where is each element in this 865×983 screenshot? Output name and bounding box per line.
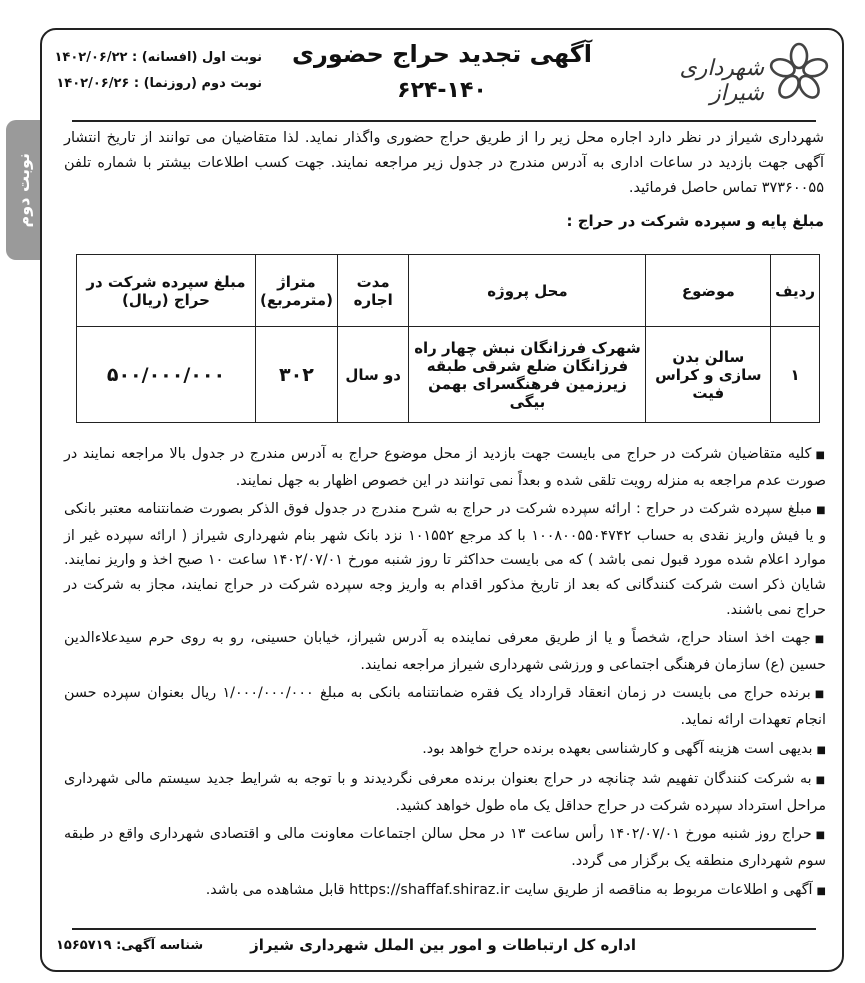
bullet-square-icon: ■ <box>814 689 826 701</box>
note-text: حراج روز شنبه مورخ ۱۴۰۲/۰۷/۰۱ رأس ساعت ۱۳ در محل سالن اجتماعات معاونت مالی و اقتصادی شهرداری واقع در طبقه سوم شهرداری منطقه یک برگزار می گردد. <box>64 826 826 869</box>
list-item <box>64 626 826 677</box>
list-item <box>64 767 826 818</box>
cell-subject: سالن بدن سازی و کراس فیت <box>646 327 771 423</box>
note-text: بدیهی است هزینه آگهی و کارشناسی بعهده برنده حراج خواهد بود. <box>422 740 813 757</box>
list-item <box>64 878 826 905</box>
note-text-before-url: آگهی و اطلاعات مربوط به مناقصه از طریق سایت <box>514 881 813 898</box>
note-text: به شرکت کنندگان تفهیم شد چنانچه در حراج بعنوان برنده معرفی نگردیدند و با توجه به شرایط جدید سیستم مالی شهرداری مراحل استرداد سپرده شرکت در حراج حداقل یک ماه طول خواهد کشید. <box>64 771 826 814</box>
website-link[interactable]: https://shaffaf.shiraz.ir <box>349 881 510 898</box>
bullet-square-icon: ■ <box>816 744 826 756</box>
publication-dates <box>52 50 262 102</box>
intro-paragraph: شهرداری شیراز در نظر دارد اجاره محل زیر را از طریق حراج حضوری واگذار نماید. لذا متقاضیان می توانند از تاریخ انتشار آگهی جهت بازدید در ساعات اداری به آدرس مندرج در جدول زیر مراجعه نمایند. جهت کسب اطلاعات بیشتر با شماره تلفن ۳۷۳۶۰۰۵۵ تماس حاصل فرمائید. <box>64 130 824 196</box>
notice-code: ۶۲۴-۱۴۰ <box>397 78 487 103</box>
notice-frame <box>40 28 844 972</box>
header-subject: موضوع <box>646 255 771 327</box>
cell-duration: دو سال <box>337 327 409 423</box>
note-text: جهت اخذ اسناد حراج، شخصاً و یا از طریق معرفی نماینده به آدرس شیراز، خیابان حسینی، رو به روی حرم سیدعلاءالدین حسین (ع) سازمان فرهنگی اجتماعی و ورزشی شهرداری شیراز مراجعه نمایند. <box>64 630 826 673</box>
second-round-label: نوبت دوم <box>13 152 33 228</box>
notice-title: آگهی تجدید حراج حضوری <box>292 40 592 68</box>
header-deposit: مبلغ سپرده شرکت در حراج (ریال) <box>77 255 256 327</box>
footer-divider <box>72 928 816 930</box>
first-publication-date: نوبت اول (افسانه) : ۱۴۰۲/۰۶/۲۲ <box>54 50 262 65</box>
notice-footer <box>42 934 846 966</box>
header-divider <box>72 120 816 122</box>
second-round-tab <box>6 120 40 260</box>
cell-row-number: ۱ <box>771 327 820 423</box>
header-duration: مدت اجاره <box>337 255 409 327</box>
note-text: مبلغ سپرده شرکت در حراج : ارائه سپرده شرکت در حراج به شرح مندرج در جدول فوق الذکر بصورت ضمانتنامه معتبر بانکی و یا فیش واریز نقدی به حساب ۱۰۰۸۰۰۵۵۰۴۷۴۲ با کد مرجع ۱۰۱۵۵۲ نزد بانک شهر بنام شهرداری شیراز ( ارائه سپرده غیر از موارد اعلام شده مورد قبول نمی باشد ) که می بایست حداکثر تا روز شنبه مورخ ۱۴۰۲/۰۷/۰۱ ساعت ۱۰ صبح اخذ و واریز نمایند. شایان ذکر است شرکت کنندگانی که بعد از تاریخ مذکور اقدام به واریز وجه سپرده شرکت در حراج نمایند، مجاز به شرکت در حراج نمی باشند. <box>64 501 826 618</box>
cell-location: شهرک فرزانگان نبش چهار راه فرزانگان ضلع شرقی طبقه زیرزمین فرهنگسرای بهمن بیگی <box>409 327 646 423</box>
list-item <box>64 681 826 732</box>
list-item <box>64 442 826 493</box>
bullet-square-icon: ■ <box>816 885 826 897</box>
table-header-row <box>77 255 820 327</box>
table-heading: مبلغ پایه و سپرده شرکت در حراج : <box>566 212 824 230</box>
title-block <box>282 40 602 103</box>
second-publication-date: نوبت دوم (روزنما) : ۱۴۰۲/۰۶/۲۶ <box>56 76 262 91</box>
list-item <box>64 822 826 873</box>
header-area: متراژ (مترمربع) <box>255 255 337 327</box>
terms-list <box>64 442 826 908</box>
cell-area: ۳۰۲ <box>255 327 337 423</box>
bullet-square-icon: ■ <box>814 634 826 646</box>
bullet-square-icon: ■ <box>815 775 827 787</box>
footer-organization: اداره کل ارتباطات و امور بین الملل شهرداری شیراز <box>250 936 636 954</box>
cell-deposit: ۵۰۰/۰۰۰/۰۰۰ <box>77 327 256 423</box>
bullet-square-icon: ■ <box>815 450 826 461</box>
header-row-number: ردیف <box>771 255 820 327</box>
note-text-after-url: قابل مشاهده می باشد. <box>205 881 345 898</box>
bullet-square-icon: ■ <box>816 505 826 517</box>
ad-id: شناسه آگهی: ۱۵۶۵۷۱۹ <box>56 938 204 953</box>
bullet-square-icon: ■ <box>815 830 826 842</box>
note-text: برنده حراج می بایست در زمان انعقاد قرارداد یک فقره ضمانتنامه بانکی به مبلغ ۱/۰۰۰/۰۰۰/۰۰۰ ریال بعنوان سپرده حسن انجام تعهدات ارائه نماید. <box>64 685 826 728</box>
logo-text: شهرداری شیراز <box>679 56 764 106</box>
table-row <box>77 327 820 423</box>
notice-header <box>42 30 846 120</box>
list-item <box>64 737 826 764</box>
auction-table <box>76 254 820 423</box>
list-item <box>64 497 826 622</box>
note-text: کلیه متقاضیان شرکت در حراج می بایست جهت بازدید از محل موضوع حراج به آدرس مندرج در جدول بالا مراجعه نمایند در صورت عدم مراجعه به منزله رویت تلقی شده و بعداً نمی توانند در این خصوص اظهار به جهل نمایند. <box>64 446 826 489</box>
municipality-logo <box>640 42 830 106</box>
flower-logo-icon <box>768 42 830 104</box>
header-location: محل پروژه <box>409 255 646 327</box>
